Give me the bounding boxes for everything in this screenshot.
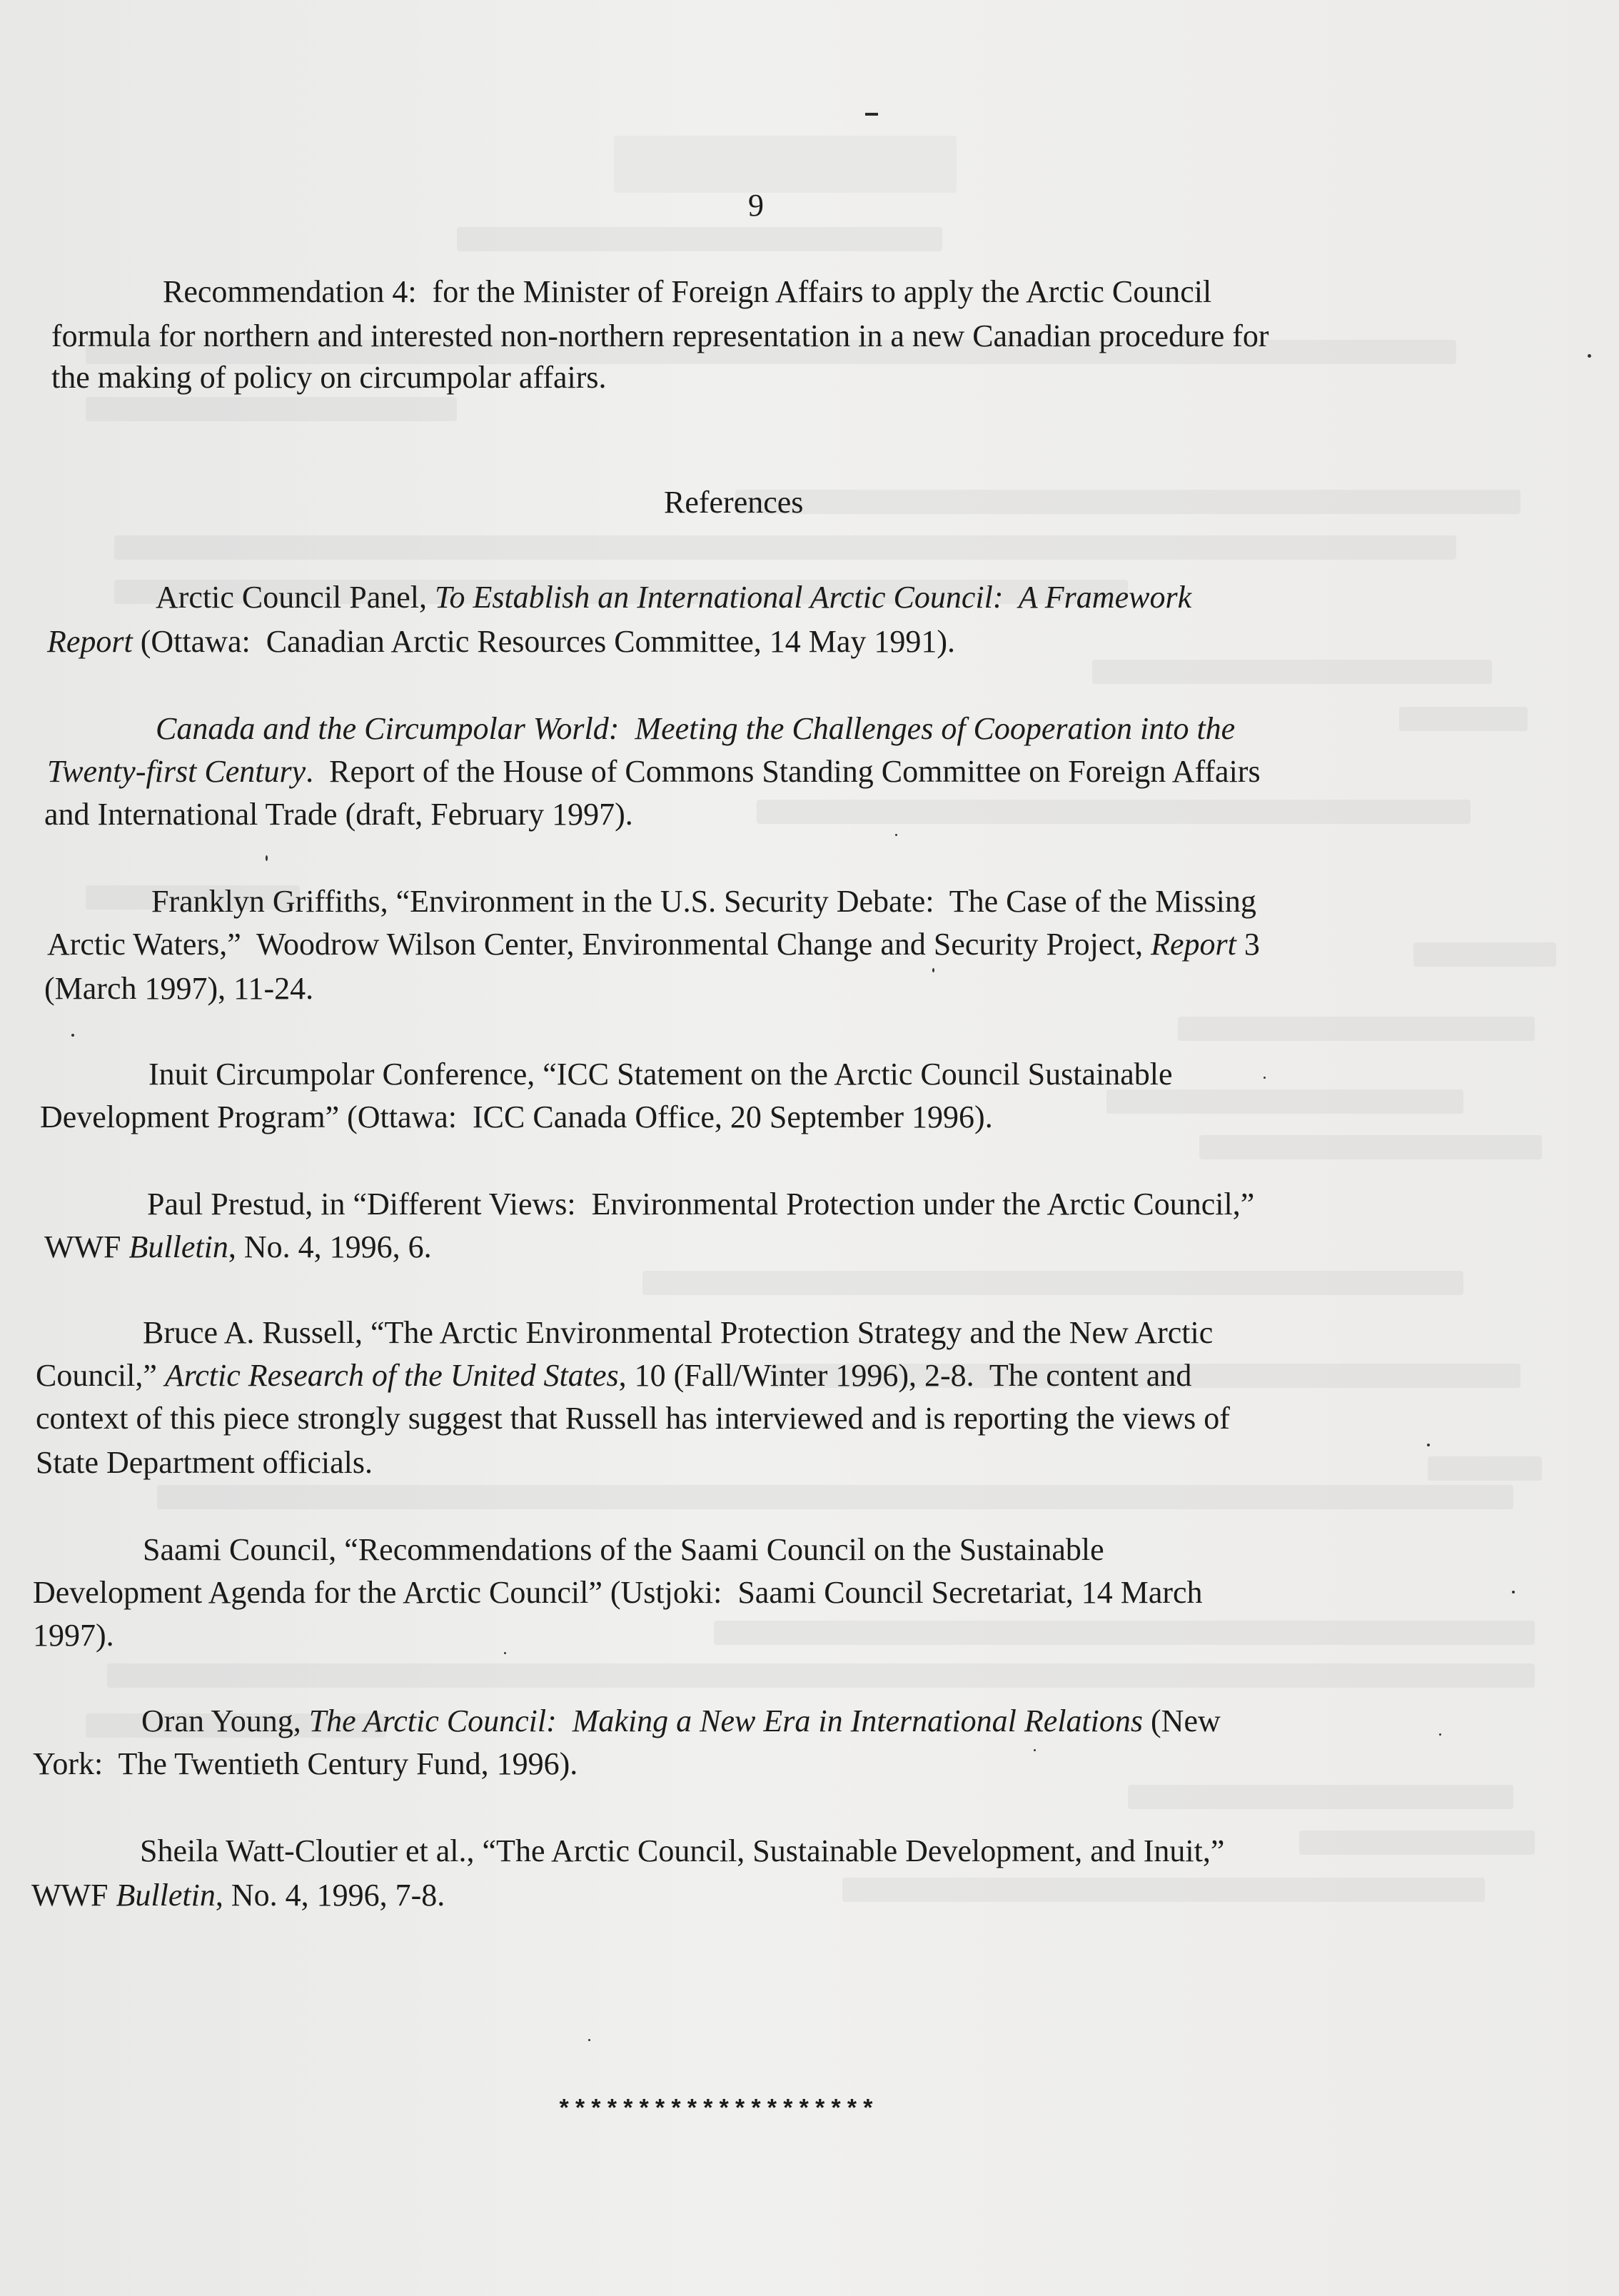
- reference-text-segment: 3: [1236, 927, 1260, 962]
- top-dash-mark: [865, 113, 878, 116]
- recommendation-line: Recommendation 4: for the Minister of Foreign Affairs to apply the Arctic Council: [163, 274, 1212, 309]
- reference-text-segment: WWF: [44, 1229, 129, 1264]
- reference-text-segment: State Department officials.: [36, 1445, 373, 1480]
- reference-line: [31, 1873, 445, 1918]
- reference-line: [156, 707, 1235, 751]
- reference-line: [33, 1742, 578, 1786]
- scan-speck: [895, 834, 897, 836]
- italic-title-segment: To Establish an International Arctic Council: A Framework: [435, 580, 1192, 615]
- scan-speck: [1264, 1077, 1266, 1079]
- reference-text-segment: Council,”: [36, 1358, 165, 1393]
- reference-line: [33, 1571, 1203, 1615]
- scan-speck: [932, 968, 934, 972]
- reference-line: [156, 575, 1191, 620]
- italic-title-segment: Report: [1151, 927, 1236, 962]
- reference-line: [47, 922, 1260, 967]
- reference-text-segment: (March 1997), 11-24.: [44, 971, 314, 1006]
- scan-speck: [588, 2039, 590, 2041]
- reference-line: [47, 750, 1261, 794]
- reference-text-segment: Development Program” (Ottawa: ICC Canada Office, 20 September 1996).: [40, 1099, 993, 1134]
- reference-text-segment: and International Trade (draft, February 1997).: [44, 797, 633, 832]
- reference-text-segment: (Ottawa: Canadian Arctic Resources Committee, 14 May 1991).: [132, 624, 956, 659]
- scan-speck: [1439, 1733, 1441, 1736]
- reference-text-segment: Arctic Council Panel,: [156, 580, 435, 615]
- reference-line: [141, 1699, 1221, 1743]
- reference-line: [151, 880, 1256, 924]
- reference-text-segment: Bruce A. Russell, “The Arctic Environmental Protection Strategy and the New Arctic: [143, 1315, 1214, 1350]
- reference-text-segment: Arctic Waters,” Woodrow Wilson Center, Environmental Change and Security Project,: [47, 927, 1151, 962]
- reference-text-segment: context of this piece strongly suggest that Russell has interviewed and is reporting the views of: [36, 1401, 1230, 1436]
- reference-line: [143, 1528, 1104, 1572]
- reference-line: [44, 1225, 432, 1269]
- reference-line: [36, 1396, 1230, 1441]
- recommendation-line: formula for northern and interested non-northern representation in a new Canadian procedure for: [51, 318, 1269, 353]
- reference-line: [148, 1052, 1173, 1097]
- reference-text-segment: Franklyn Griffiths, “Environment in the U.S. Security Debate: The Case of the Missing: [151, 884, 1256, 919]
- reference-line: [143, 1311, 1213, 1355]
- reference-text-segment: Sheila Watt-Cloutier et al., “The Arctic Council, Sustainable Development, and Inuit,”: [140, 1833, 1225, 1868]
- reference-line: [44, 792, 633, 837]
- italic-title-segment: Report: [47, 624, 133, 659]
- italic-title-segment: Canada and the Circumpolar World: Meeting the Challenges of Cooperation into the: [156, 711, 1236, 746]
- reference-line: [44, 967, 313, 1011]
- reference-line: [36, 1441, 373, 1485]
- italic-title-segment: Arctic Research of the United States: [164, 1358, 619, 1393]
- reference-text-segment: York: The Twentieth Century Fund, 1996).: [33, 1746, 578, 1781]
- reference-text-segment: Development Agenda for the Arctic Council” (Ustjoki: Saami Council Secretariat, 14 March: [33, 1575, 1203, 1610]
- reference-text-segment: Paul Prestud, in “Different Views: Environmental Protection under the Arctic Council,”: [147, 1187, 1255, 1222]
- reference-text-segment: (New: [1143, 1703, 1221, 1738]
- reference-line: [33, 1613, 114, 1658]
- italic-title-segment: The Arctic Council: Making a New Era in International Relations: [308, 1703, 1144, 1738]
- scan-speck: [1427, 1444, 1430, 1446]
- reference-text-segment: , No. 4, 1996, 7-8.: [215, 1878, 445, 1913]
- reference-text-segment: Inuit Circumpolar Conference, “ICC Statement on the Arctic Council Sustainable: [148, 1057, 1173, 1092]
- reference-line: [147, 1182, 1254, 1227]
- end-of-section-asterisks: ********************: [557, 2098, 877, 2125]
- references-heading: References: [664, 485, 804, 520]
- reference-text-segment: , No. 4, 1996, 6.: [228, 1229, 432, 1264]
- scan-speck: [504, 1652, 506, 1654]
- reference-text-segment: WWF: [31, 1878, 116, 1913]
- page-number: 9: [748, 188, 764, 223]
- scan-speck: [266, 855, 268, 861]
- reference-text-segment: 1997).: [33, 1618, 114, 1653]
- scan-speck: [1588, 354, 1591, 358]
- recommendation-line: the making of policy on circumpolar affairs.: [51, 360, 607, 395]
- reference-text-segment: Oran Young,: [141, 1703, 309, 1738]
- italic-title-segment: Bulletin: [128, 1229, 228, 1264]
- reference-line: [40, 1095, 993, 1139]
- reference-text-segment: , 10 (Fall/Winter 1996), 2-8. The content and: [618, 1358, 1192, 1393]
- scan-speck: [1034, 1749, 1036, 1751]
- reference-text-segment: . Report of the House of Commons Standing Committee on Foreign Affairs: [306, 754, 1261, 789]
- scan-speck: [71, 1034, 74, 1037]
- reference-line: [140, 1829, 1224, 1873]
- scan-speck: [1512, 1591, 1515, 1593]
- reference-line: [36, 1354, 1191, 1398]
- reference-line: [47, 620, 955, 664]
- italic-title-segment: Twenty-first Century: [47, 754, 306, 789]
- italic-title-segment: Bulletin: [116, 1878, 216, 1913]
- reference-text-segment: Saami Council, “Recommendations of the Saami Council on the Sustainable: [143, 1532, 1104, 1567]
